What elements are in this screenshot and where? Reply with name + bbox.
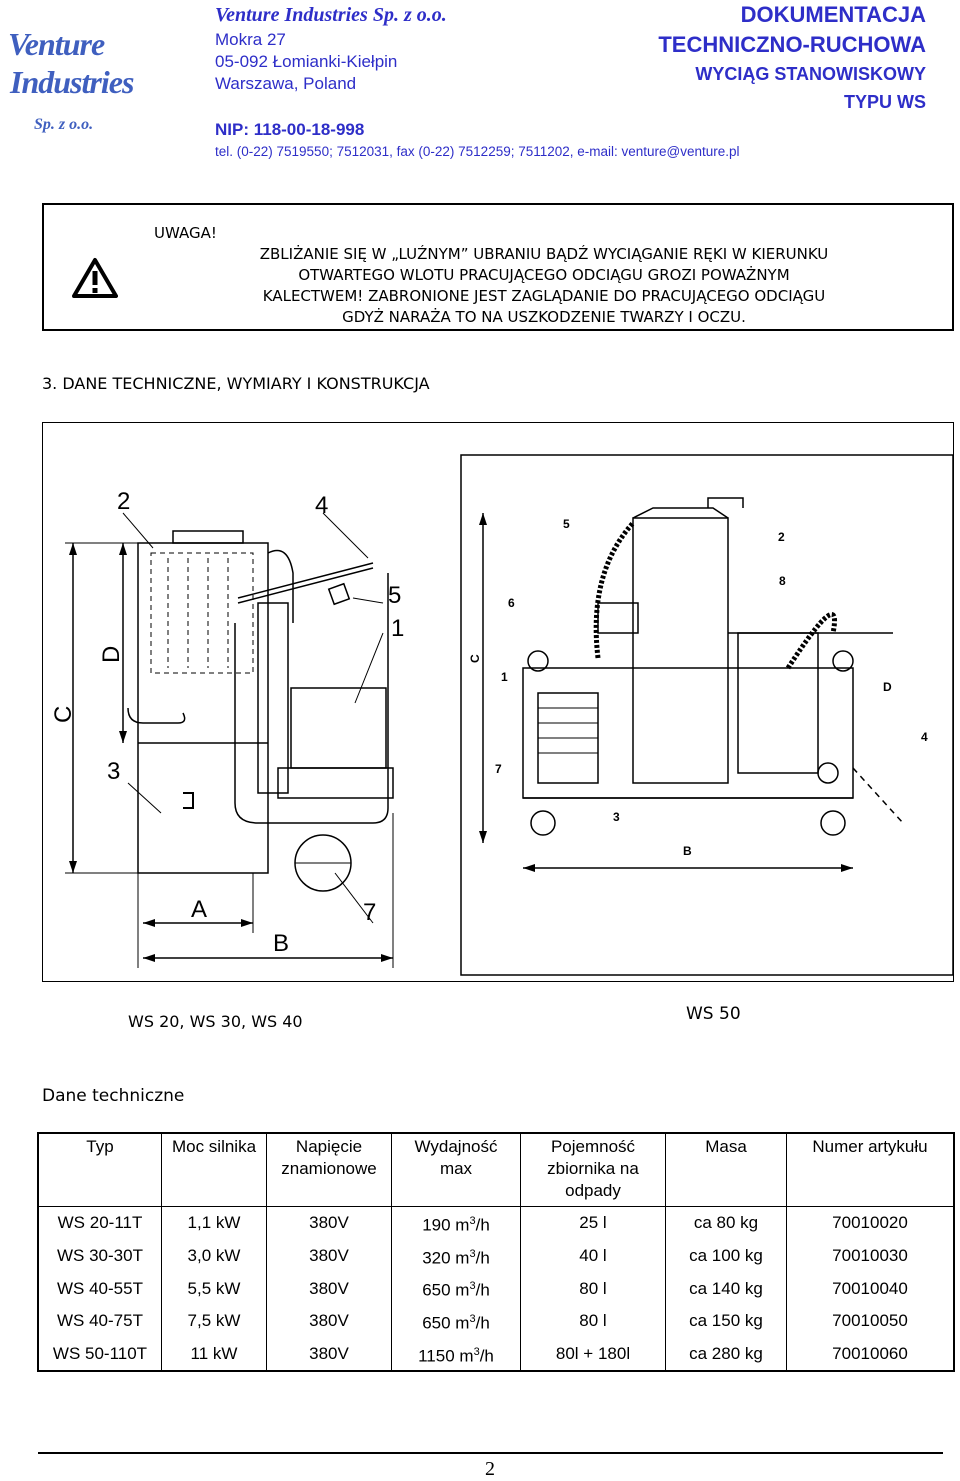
cell-pojemnosc: 40 l [521, 1240, 666, 1273]
header-text: zbiornika na [547, 1159, 639, 1178]
label-D: D [883, 680, 892, 694]
drawing-svg [43, 423, 955, 983]
cell-typ: WS 50-110T [52, 1343, 148, 1363]
label-1: 1 [391, 615, 405, 642]
cell-moc: 11 kW [162, 1338, 267, 1372]
cell-typ: WS 30-30T [57, 1245, 143, 1265]
warning-line: GDYŻ NARAŻA TO NA USZKODZENIE TWARZY I OCZU. [342, 308, 746, 326]
logo-text-industries: Industries [10, 64, 134, 100]
right-machine-illustration [479, 498, 903, 872]
cell-typ: WS 40-55T [57, 1278, 143, 1298]
header-text: znamionowe [281, 1159, 377, 1178]
header-text: Masa [705, 1137, 747, 1156]
unit-superscript: 3 [469, 1312, 476, 1325]
cell-masa: ca 280 kg [666, 1338, 787, 1372]
cell-masa: ca 140 kg [666, 1272, 787, 1305]
cell-pojemnosc: 80 l [521, 1272, 666, 1305]
col-header-pojemnosc [521, 1133, 666, 1207]
warning-line: KALECTWEM! ZABRONIONE JEST ZAGLĄDANIE DO PRACUJĄCEGO ODCIĄGU [262, 287, 826, 305]
cell-moc: 3,0 kW [162, 1240, 267, 1273]
label-4: 4 [921, 730, 928, 744]
logo-text-sp: Sp. z o.o. [34, 116, 94, 133]
company-address-street: Mokra 27 [215, 30, 286, 49]
right-drawing-labels [468, 517, 928, 858]
header-text: Pojemność [550, 1137, 636, 1156]
spec-table [37, 1132, 955, 1372]
flow-value: 1150 m [418, 1346, 474, 1366]
doc-title-line2: TECHNICZNO-RUCHOWA [658, 32, 926, 57]
logo-text-venture: Venture [8, 26, 105, 62]
label-2: 2 [117, 488, 131, 515]
label-8: 8 [779, 574, 786, 588]
label-5: 5 [563, 517, 570, 531]
unit-superscript: 3 [469, 1215, 476, 1227]
cell-numer: 70010050 [787, 1305, 955, 1338]
label-2: 2 [778, 530, 785, 544]
cell-pojemnosc: 25 l [521, 1207, 666, 1240]
label-7: 7 [363, 899, 377, 926]
header-text: Moc silnika [171, 1137, 257, 1156]
cell-wydajnosc [392, 1207, 521, 1240]
company-address-country: Warszawa, Poland [215, 74, 357, 93]
header-text: Numer artykułu [812, 1137, 928, 1156]
cell-numer: 70010060 [787, 1338, 955, 1372]
warning-line: OTWARTEGO WLOTU PRACUJĄCEGO ODCIĄGU GROZI POWAŻNYM [298, 266, 790, 284]
cell-moc: 5,5 kW [162, 1272, 267, 1305]
cell-wydajnosc [392, 1272, 521, 1305]
header-text: Typ [86, 1137, 114, 1156]
label-B: B [683, 844, 692, 858]
cell-masa: ca 100 kg [666, 1240, 787, 1273]
label-1: 1 [501, 670, 508, 684]
cell-moc: 1,1 kW [162, 1207, 267, 1240]
page-number: 2 [485, 1458, 495, 1480]
table-title: Dane techniczne [42, 1086, 185, 1106]
header-text: odpady [565, 1181, 621, 1200]
table-row [38, 1338, 954, 1372]
doc-title-line1: DOKUMENTACJA [740, 2, 926, 27]
cell-moc: 7,5 kW [162, 1305, 267, 1338]
col-header-typ [38, 1133, 162, 1207]
col-header-wydajnosc [392, 1133, 521, 1207]
flow-unit: /h [475, 1313, 490, 1333]
left-drawing-labels [50, 488, 404, 957]
label-A: A [191, 896, 208, 923]
technical-drawing [42, 422, 954, 982]
col-header-napiecie [267, 1133, 392, 1207]
label-C: C [50, 705, 77, 723]
unit-superscript: 3 [469, 1247, 476, 1260]
flow-value: 190 m [422, 1215, 470, 1235]
table-row [38, 1240, 954, 1273]
warning-box [42, 203, 954, 331]
cell-napiecie: 380V [267, 1305, 392, 1338]
label-B: B [273, 930, 290, 957]
table-row [38, 1305, 954, 1338]
label-3: 3 [107, 758, 121, 785]
unit-superscript: 3 [469, 1280, 476, 1293]
doc-title-line3: WYCIĄG STANOWISKOWY [695, 64, 926, 84]
flow-value: 650 m [422, 1280, 470, 1300]
cell-wydajnosc [392, 1305, 521, 1338]
cell-typ: WS 40-75T [57, 1311, 143, 1331]
footer-rule [38, 1452, 943, 1454]
col-header-numer [787, 1133, 955, 1207]
label-5: 5 [388, 582, 402, 609]
cell-napiecie: 380V [267, 1207, 392, 1240]
cell-masa: ca 80 kg [666, 1207, 787, 1240]
cell-wydajnosc [392, 1338, 521, 1372]
cell-masa: ca 150 kg [666, 1305, 787, 1338]
header-text: max [439, 1159, 473, 1178]
table-row [38, 1272, 954, 1305]
flow-value: 320 m [422, 1248, 470, 1268]
table-header-row [38, 1133, 954, 1207]
label-D: D [98, 645, 125, 663]
label-7: 7 [495, 762, 502, 776]
flow-unit: /h [475, 1248, 490, 1268]
cell-numer: 70010030 [787, 1240, 955, 1273]
caption-right: WS 50 [686, 1004, 741, 1024]
cell-napiecie: 380V [267, 1272, 392, 1305]
right-drawing-frame [461, 455, 953, 975]
unit-superscript: 3 [473, 1345, 480, 1358]
header-text: Wydajność [414, 1137, 498, 1156]
flow-value: 650 m [422, 1313, 470, 1333]
cell-napiecie: 380V [267, 1338, 392, 1372]
cell-pojemnosc: 80 l [521, 1305, 666, 1338]
label-4: 4 [315, 492, 329, 519]
doc-title-line4: TYPU WS [843, 92, 926, 112]
caption-left: WS 20, WS 30, WS 40 [128, 1012, 303, 1031]
label-C: C [468, 654, 482, 663]
cell-numer: 70010040 [787, 1272, 955, 1305]
company-nip: NIP: 118-00-18-998 [215, 120, 365, 139]
table-row [38, 1207, 954, 1240]
left-machine-illustration [65, 513, 393, 968]
cell-napiecie: 380V [267, 1240, 392, 1273]
warning-title: UWAGA! [154, 224, 217, 242]
flow-unit: /h [479, 1346, 494, 1366]
header-text: Napięcie [295, 1137, 363, 1156]
warning-text [144, 223, 944, 328]
label-6: 6 [508, 596, 515, 610]
flow-unit: /h [475, 1280, 490, 1300]
flow-unit: /h [475, 1215, 490, 1235]
company-contact: tel. (0-22) 7519550; 7512031, fax (0-22) 7512259; 7511202, e-mail: venture@venture.pl [215, 144, 740, 159]
label-3: 3 [613, 810, 620, 824]
company-name: Venture Industries Sp. z o.o. [215, 4, 447, 26]
company-logo [8, 28, 168, 138]
cell-wydajnosc [392, 1240, 521, 1273]
cell-numer: 70010020 [787, 1207, 955, 1240]
warning-triangle-icon [72, 257, 118, 299]
section-heading: 3. DANE TECHNICZNE, WYMIARY I KONSTRUKCJA [42, 374, 430, 393]
col-header-moc [162, 1133, 267, 1207]
cell-typ: WS 20-11T [57, 1213, 143, 1233]
company-address-city: 05-092 Łomianki-Kiełpin [215, 52, 398, 71]
cell-pojemnosc: 80l + 180l [521, 1338, 666, 1372]
col-header-masa [666, 1133, 787, 1207]
warning-line: ZBLIŻANIE SIĘ W „LUŹNYM” UBRANIU BĄDŹ WYCIĄGANIE RĘKI W KIERUNKU [259, 245, 829, 263]
